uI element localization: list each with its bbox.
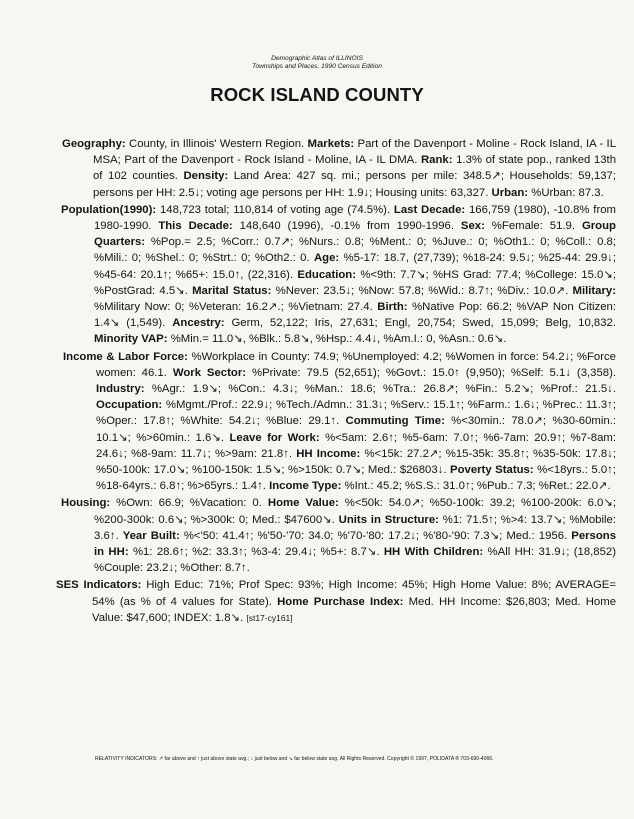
population-label: Population(1990): <box>61 203 157 216</box>
poverty-status-label: Poverty Status: <box>450 464 534 477</box>
persons-in-hh-label: Persons in HH: <box>94 529 617 559</box>
birth-label: Birth: <box>377 301 408 314</box>
minority-vap-text: %Min.= 11.0↘, %Blk.: 5.8↘, %Hsp.: 4.4↓, %Am.I.: 0, %Asn.: 0.6↘. <box>170 333 507 346</box>
persons-in-hh-text: %1: 28.6↑; %2: 33.3↑; %3-4: 29.4↓; %5+: 8.7↘. <box>132 546 380 559</box>
hh-with-children-label: HH With Children: <box>383 546 484 559</box>
housing-label: Housing: <box>61 497 111 510</box>
income-labor-text: %Workplace in County: 74.9; %Unemployed: 4.2; %Women in force: 54.2↓; %Force women: 46.1. <box>96 350 616 379</box>
housing-section <box>60 495 616 576</box>
occupation-text: %Mgmt./Prof.: 22.9↓; %Tech./Admn.: 31.3↓; %Serv.: 15.1↑; %Farm.: 1.6↓; %Prec.: 11.3↑; %Oper.: 17.8↑; %White: 54.2↓; %Blue: 29.1↑. <box>96 399 616 428</box>
page-title: ROCK ISLAND COUNTY <box>210 84 424 105</box>
publication-header <box>0 55 634 71</box>
income-labor-label: Income & Labor Force: <box>63 350 188 363</box>
county-profile <box>56 136 617 627</box>
age-text: %5-17: 18.7, (27,739); %18-24: 9.5↓; %25-44: 29.9↓; %45-64: 20.1↑; %65+: 15.0↑, (22,316). <box>94 252 617 281</box>
group-quarters-label: Group Quarters: <box>94 220 616 249</box>
units-in-structure-text: %1: 71.5↑; %>4: 13.7↘; %Mobile: 3.6↑. <box>94 513 616 542</box>
geography-label: Geography: <box>62 138 126 150</box>
income-type-text: %Int.: 45.2; %S.S.: 31.0↑; %Pub.: 7.3; %Ret.: 22.0↗. <box>344 480 611 493</box>
leave-for-work-label: Leave for Work: <box>229 431 320 444</box>
military-text: %Military Now: 0; %Veteran: 16.2↗.; %Vietnam: 27.4. <box>94 301 373 314</box>
marital-status-label: Marital Status: <box>192 284 272 297</box>
density-text: Land Area: 427 sq. mi.; persons per mile: 348.5↗; Households: 59,137; persons per HH: 2.5↓; voting age persons per HH: 1.9↓; Housing units: 63,327. <box>93 170 617 199</box>
occupation-label: Occupation: <box>96 399 163 412</box>
ancestry-text: Germ, 52,122; Iris, 27,631; Engl, 20,754; Swed, 15,099; Belg, 10,832. <box>231 317 616 330</box>
urban-label: Urban: <box>491 186 529 199</box>
home-purchase-index-text: Med. HH Income: $26,803; Med. Home Value: $47,600; INDEX: 1.8↘. <box>92 595 616 624</box>
rank-text: 1.3% of state pop., ranked 13th of 102 counties. <box>93 154 617 183</box>
hh-income-text: %<15k: 27.2↗; %15-35k: 35.8↑; %35-50k: 17.8↓; %50-100k: 17.0↘; %100-150k: 1.5↘; %>150k: 0.7↘; Med.: $26803↓. <box>96 447 616 477</box>
year-built-label: Year Built: <box>122 529 180 542</box>
ses-indicators-section <box>56 577 616 626</box>
home-purchase-index-label: Home Purchase Index: <box>277 595 404 608</box>
age-label: Age: <box>313 252 340 265</box>
leave-for-work-text: %<5am: 2.6↑; %5-6am: 7.0↑; %6-7am: 20.9↑; %7-8am: 24.6↓; %8-9am: 11.7↓; %>9am: 21.8↑. <box>96 431 617 460</box>
education-text: %<9th: 7.7↘; %HS Grad: 77.4; %College: 15.0↘; %PostGrad: 4.5↘. <box>94 268 617 297</box>
header-line-2: Townships and Places, 1990 Census Edition <box>252 63 382 70</box>
income-type-label: Income Type: <box>269 480 342 493</box>
geography-text: County, in Illinois' Western Region. <box>129 138 305 150</box>
home-value-label: Home Value: <box>267 497 339 510</box>
markets-label: Markets: <box>307 138 355 150</box>
poverty-status-text: %<18yrs.: 5.0↑; %18-64yrs.: 6.8↑; %>65yrs.: 1.4↑. <box>96 464 617 493</box>
population-section <box>60 202 616 348</box>
sex-text: %Female: 51.9. <box>491 220 576 233</box>
housing-text: %Own: 66.9; %Vacation: 0. <box>116 497 262 510</box>
hh-income-label: HH Income: <box>296 447 361 460</box>
this-decade-text: 148,640 (1996), -0.1% from 1990-1996. <box>239 220 454 233</box>
ses-indicators-text: High Educ: 71%; Prof Spec: 93%; High Income: 45%; High Home Value: 8%; AVERAGE= 54% (as % of 4 values for State). <box>92 579 616 608</box>
income-labor-section <box>60 349 616 495</box>
sex-label: Sex: <box>460 220 485 233</box>
relativity-footer: RELATIVITY INDICATORS: ↗ far above and ↑ just above state avg.; ↓ just below and ↘ far below state avg. All Rights Reserved. Copyright © 1997, POLIDATA ® 703-690-4066. <box>95 756 494 762</box>
header-line-1: Demographic Atlas of ILLINOIS <box>271 55 363 62</box>
marital-status-text: %Never: 23.5↓; %Now: 57.8; %Wid.: 8.7↑; %Div.: 10.0↗. <box>275 284 569 297</box>
home-value-text: %<50k: 54.0↗; %50-100k: 39.2; %100-200k: 6.0↘; %200-300k: 0.6↘; %>300k: 0; Med.: $47600↘. <box>94 497 617 526</box>
work-sector-text: %Private: 79.5 (52,651); %Govt.: 15.0↑ (9,950); %Self: 5.1↓ (3,358). <box>251 366 617 379</box>
group-quarters-text: %Pop.= 2.5; %Corr.: 0.7↗; %Nurs.: 0.8; %Ment.: 0; %Juve.: 0; %Oth1.: 0; %Coll.: 0.8; %Mili.: 0; %Shel.: 0; %Strt.: 0; %Oth2.: 0. <box>94 236 616 265</box>
ancestry-label: Ancestry: <box>172 317 225 330</box>
commuting-time-text: %<30min.: 78.0↗; %30-60min.: 10.1↘; %>60min.: 1.6↘. <box>96 415 617 444</box>
geography-section <box>60 136 616 201</box>
last-decade-text: 166,759 (1980), -10.8% from 1980-1990. <box>94 203 616 233</box>
urban-text: %Urban: 87.3. <box>531 186 604 199</box>
minority-vap-label: Minority VAP: <box>94 333 168 346</box>
military-label: Military: <box>572 284 616 297</box>
this-decade-label: This Decade: <box>158 220 233 233</box>
rank-label: Rank: <box>420 154 453 167</box>
density-label: Density: <box>183 170 229 183</box>
industry-label: Industry: <box>96 383 145 396</box>
year-built-text: %<'50: 41.4↑; %'50-'70: 34.0; %'70-'80: 17.2↓; %'80-'90: 7.3↘; Med.: 1956. <box>183 529 568 542</box>
ses-indicators-label: SES Indicators: <box>56 579 142 592</box>
education-label: Education: <box>297 268 357 281</box>
markets-text: Part of the Davenport - Moline - Rock Island, IA - IL MSA; Part of the Davenport - Rock Island - Moline, IA - IL DMA. <box>93 138 617 167</box>
hh-with-children-text: %All HH: 31.9↓; (18,852) %Couple: 23.2↓; %Other: 8.7↑. <box>94 546 616 575</box>
birth-text: %Native Pop: 66.2; %VAP Non Citizen: 1.4↘ (1,549). <box>94 301 617 330</box>
units-in-structure-label: Units in Structure: <box>338 513 439 526</box>
work-sector-label: Work Sector: <box>172 366 247 379</box>
industry-text: %Agr.: 1.9↘; %Con.: 4.3↓; %Man.: 18.6; %Tra.: 26.8↗; %Fin.: 5.2↘; %Prof.: 21.5↓. <box>151 383 616 396</box>
commuting-time-label: Commuting Time: <box>345 415 445 428</box>
record-code: [st17-cy161] <box>246 612 293 623</box>
population-text: 148,723 total; 110,814 of voting age (74.5%). <box>159 203 391 216</box>
last-decade-label: Last Decade: <box>393 203 466 216</box>
